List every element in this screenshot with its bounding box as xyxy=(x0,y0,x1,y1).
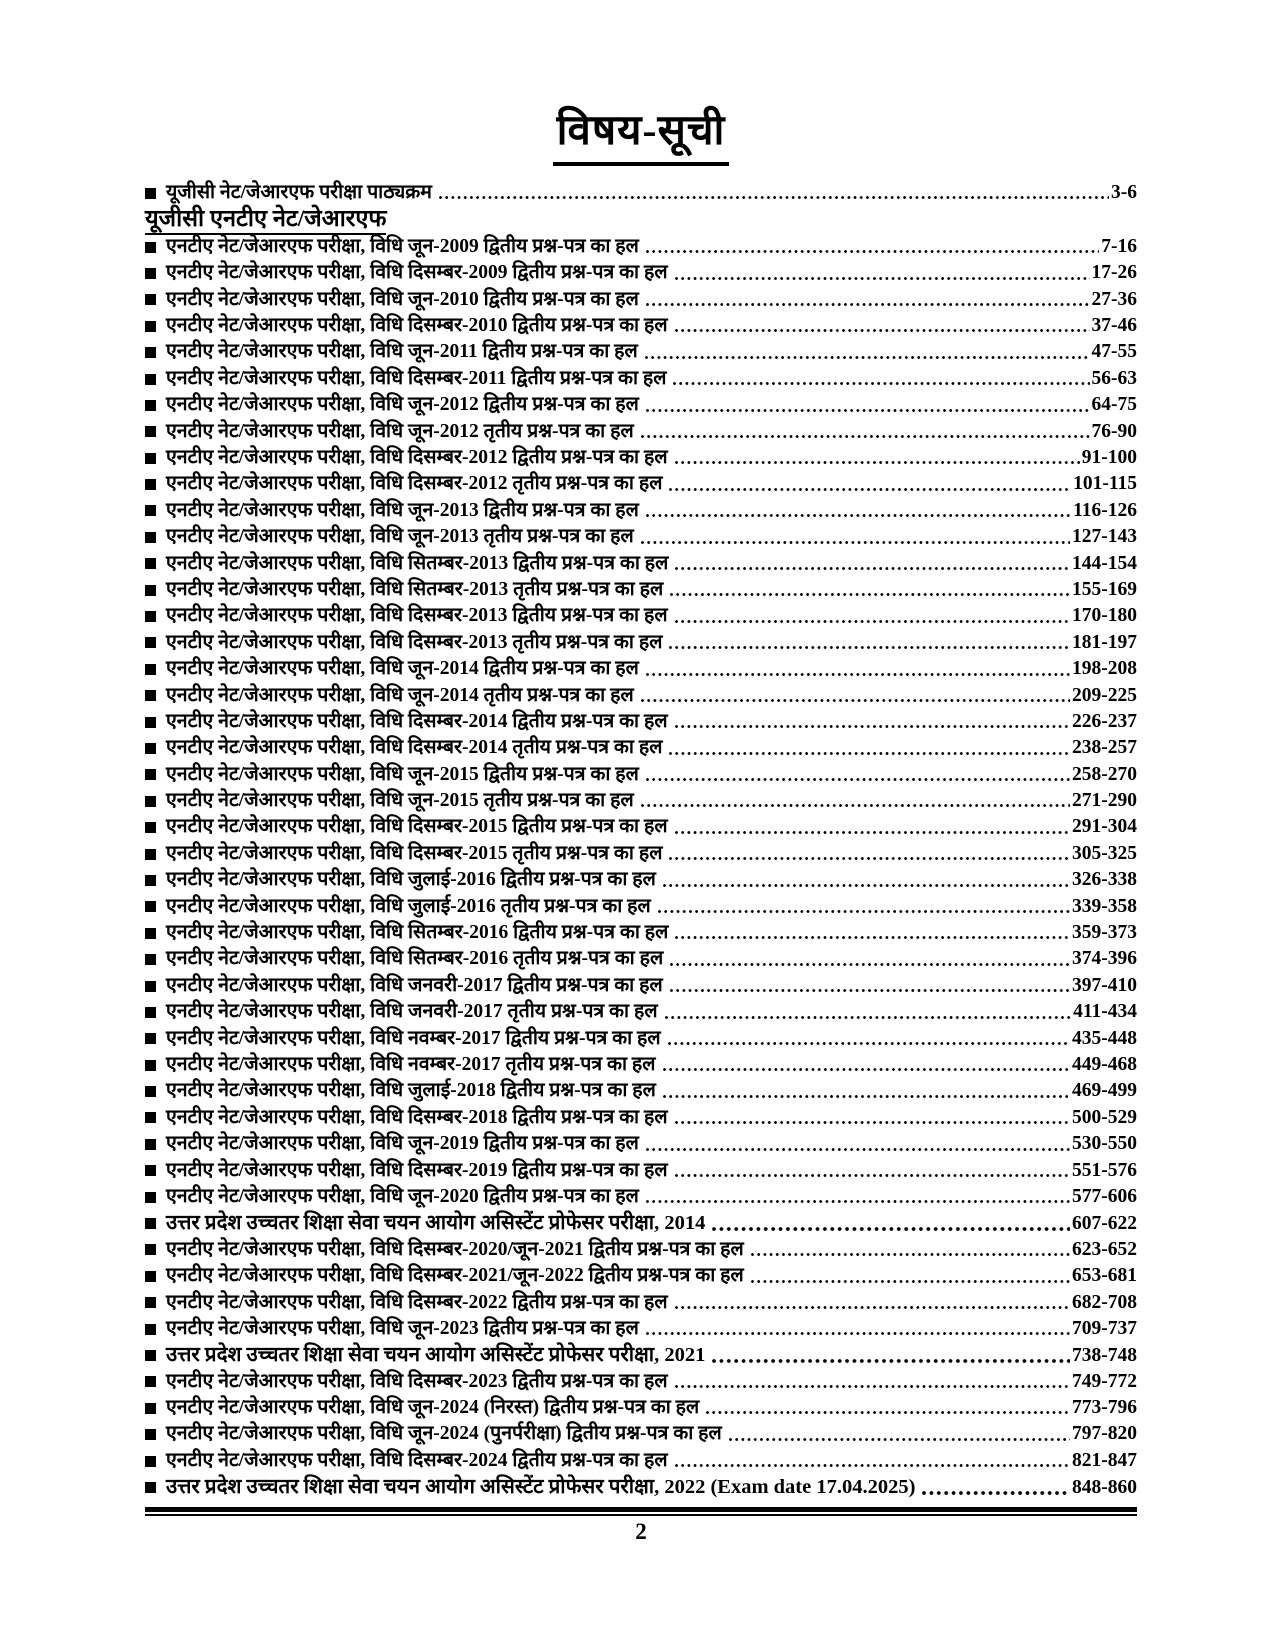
toc-entry-row xyxy=(145,1316,1137,1342)
toc-entry-label: एनटीए नेट/जेआरएफ परीक्षा, विधि जून-2023 द्वितीय प्रश्न-पत्र का हल xyxy=(166,1317,639,1339)
toc-entry-row xyxy=(145,339,1137,365)
toc-entry-row xyxy=(145,392,1137,418)
page-title-wrap xyxy=(145,100,1137,166)
toc-entry-pages: 271-290 xyxy=(1072,790,1137,812)
toc-entry-pages: 797-820 xyxy=(1072,1423,1137,1445)
toc-entry-label: एनटीए नेट/जेआरएफ परीक्षा, विधि जून-2012 तृतीय प्रश्न-पत्र का हल xyxy=(166,420,634,442)
toc-entry-label: एनटीए नेट/जेआरएफ परीक्षा, विधि सितम्बर-2016 तृतीय प्रश्न-पत्र का हल xyxy=(166,948,664,970)
dotted-leader xyxy=(639,392,1092,418)
dotted-leader xyxy=(668,1369,1072,1395)
footer-rule-thick xyxy=(145,1507,1137,1512)
square-bullet-icon xyxy=(145,954,156,965)
toc-entry-row xyxy=(145,313,1137,339)
dotted-leader xyxy=(662,630,1072,656)
toc-entry-row xyxy=(145,577,1137,603)
toc-entry-pages: 7-16 xyxy=(1101,235,1137,257)
dotted-leader xyxy=(656,867,1072,893)
toc-entry-pages: 577-606 xyxy=(1072,1185,1137,1207)
toc-entry-pages: 116-126 xyxy=(1073,499,1137,521)
toc-entry-label: एनटीए नेट/जेआरएफ परीक्षा, विधि जुलाई-2016 द्वितीय प्रश्न-पत्र का हल xyxy=(166,869,656,891)
toc-entry-label: एनटीए नेट/जेआरएफ परीक्षा, विधि दिसम्बर-2013 द्वितीय प्रश्न-पत्र का हल xyxy=(166,605,668,627)
dotted-leader xyxy=(668,709,1072,735)
square-bullet-icon xyxy=(145,1218,156,1229)
toc-entry-label: एनटीए नेट/जेआरएफ परीक्षा, विधि दिसम्बर-2021/जून-2022 द्वितीय प्रश्न-पत्र का हल xyxy=(166,1265,744,1287)
dotted-leader xyxy=(666,366,1091,392)
toc-entry-pages: 91-100 xyxy=(1081,447,1137,469)
square-bullet-icon xyxy=(145,532,156,543)
toc-entry-pages: 64-75 xyxy=(1091,394,1137,416)
toc-entry-row xyxy=(145,656,1137,682)
dotted-leader xyxy=(663,577,1072,603)
square-bullet-icon xyxy=(145,188,156,199)
toc-entry-pages: 709-737 xyxy=(1072,1317,1137,1339)
square-bullet-icon xyxy=(145,479,156,490)
toc-entry-row xyxy=(145,1105,1137,1131)
dotted-leader xyxy=(668,1448,1072,1474)
toc-entry-pages: 339-358 xyxy=(1072,895,1137,917)
toc-entry-row xyxy=(145,234,1137,260)
dotted-leader xyxy=(668,313,1092,339)
toc-entry-label: एनटीए नेट/जेआरएफ परीक्षा, विधि जून-2011 द्वितीय प्रश्न-पत्र का हल xyxy=(166,341,638,363)
dotted-leader xyxy=(639,1316,1072,1342)
square-bullet-icon xyxy=(145,1324,156,1335)
dotted-leader xyxy=(668,1158,1072,1184)
section-heading xyxy=(145,206,1137,234)
toc-entry-label: एनटीए नेट/जेआरएफ परीक्षा, विधि जून-2009 द्वितीय प्रश्न-पत्र का हल xyxy=(166,235,639,257)
toc-entry-pages: 209-225 xyxy=(1072,684,1137,706)
toc-entry-pages: 530-550 xyxy=(1072,1133,1137,1155)
toc-entry-row xyxy=(145,471,1137,497)
toc-entry-label: एनटीए नेट/जेआरएफ परीक्षा, विधि जनवरी-2017 द्वितीय प्रश्न-पत्र का हल xyxy=(166,974,663,996)
toc-entry-label: एनटीए नेट/जेआरएफ परीक्षा, विधि दिसम्बर-2011 द्वितीय प्रश्न-पत्र का हल xyxy=(166,367,667,389)
toc-entry-row xyxy=(145,630,1137,656)
toc-entry-row xyxy=(145,1474,1137,1500)
toc-entry-row xyxy=(145,419,1137,445)
square-bullet-icon xyxy=(145,769,156,780)
toc-entry-row xyxy=(145,1237,1137,1263)
square-bullet-icon xyxy=(145,1139,156,1150)
toc-entry-row xyxy=(145,551,1137,577)
toc-entry-label: एनटीए नेट/जेआरएफ परीक्षा, विधि दिसम्बर-2010 द्वितीय प्रश्न-पत्र का हल xyxy=(166,315,668,337)
toc-entry-pages: 500-529 xyxy=(1072,1106,1137,1128)
dotted-leader xyxy=(634,683,1072,709)
toc-entry-row xyxy=(145,1078,1137,1104)
toc-entry-label: एनटीए नेट/जेआरएफ परीक्षा, विधि जून-2014 द्वितीय प्रश्न-पत्र का हल xyxy=(166,658,639,680)
toc-entry-pages: 773-796 xyxy=(1072,1397,1137,1419)
dotted-leader xyxy=(639,656,1072,682)
toc-entry-pages: 17-26 xyxy=(1091,262,1137,284)
dotted-leader xyxy=(663,946,1072,972)
square-bullet-icon xyxy=(145,585,156,596)
toc-entry-pages: 47-55 xyxy=(1091,341,1137,363)
dotted-leader xyxy=(432,180,1111,206)
dotted-leader xyxy=(668,1105,1072,1131)
toc-entry-label: एनटीए नेट/जेआरएफ परीक्षा, विधि जुलाई-2018 द्वितीय प्रश्न-पत्र का हल xyxy=(166,1080,656,1102)
dotted-leader xyxy=(705,1342,1072,1368)
toc-entry-label: एनटीए नेट/जेआरएफ परीक्षा, विधि दिसम्बर-2019 द्वितीय प्रश्न-पत्र का हल xyxy=(166,1159,668,1181)
square-bullet-icon xyxy=(145,426,156,437)
square-bullet-icon xyxy=(145,1033,156,1044)
toc-entry-pages: 623-652 xyxy=(1072,1238,1137,1260)
toc-entry-label: एनटीए नेट/जेआरएफ परीक्षा, विधि जून-2010 द्वितीय प्रश्न-पत्र का हल xyxy=(166,288,639,310)
square-bullet-icon xyxy=(145,374,156,385)
square-bullet-icon xyxy=(145,1112,156,1123)
dotted-leader xyxy=(668,260,1092,286)
toc-entry-label: एनटीए नेट/जेआरएफ परीक्षा, विधि दिसम्बर-2018 द्वितीय प्रश्न-पत्र का हल xyxy=(166,1106,668,1128)
toc-entry-label: एनटीए नेट/जेआरएफ परीक्षा, विधि जून-2013 द्वितीय प्रश्न-पत्र का हल xyxy=(166,499,639,521)
square-bullet-icon xyxy=(145,849,156,860)
toc-entry-row xyxy=(145,1369,1137,1395)
toc-entry-row xyxy=(145,1131,1137,1157)
dotted-leader xyxy=(662,841,1072,867)
toc-entry-label: एनटीए नेट/जेआरएफ परीक्षा, विधि जून-2012 द्वितीय प्रश्न-पत्र का हल xyxy=(166,394,639,416)
square-bullet-icon xyxy=(145,1403,156,1414)
toc-entry-label: एनटीए नेट/जेआरएफ परीक्षा, विधि जुलाई-2016 तृतीय प्रश्न-पत्र का हल xyxy=(166,895,651,917)
square-bullet-icon xyxy=(145,268,156,279)
toc-entry-label: एनटीए नेट/जेआरएफ परीक्षा, विधि जून-2014 तृतीय प्रश्न-पत्र का हल xyxy=(166,684,634,706)
dotted-leader xyxy=(656,1052,1073,1078)
square-bullet-icon xyxy=(145,664,156,675)
toc-entry-label: एनटीए नेट/जेआरएफ परीक्षा, विधि दिसम्बर-2020/जून-2021 द्वितीय प्रश्न-पत्र का हल xyxy=(166,1238,744,1260)
toc-entry-label: एनटीए नेट/जेआरएफ परीक्षा, विधि दिसम्बर-2024 द्वितीय प्रश्न-पत्र का हल xyxy=(166,1449,668,1471)
dotted-leader xyxy=(656,1078,1072,1104)
toc-entry-pages: 101-115 xyxy=(1073,473,1137,495)
dotted-leader xyxy=(639,287,1092,313)
toc-entry-row xyxy=(145,1052,1137,1078)
toc-entry-row xyxy=(145,946,1137,972)
toc-entry-row xyxy=(145,366,1137,392)
square-bullet-icon xyxy=(145,822,156,833)
dotted-leader xyxy=(639,498,1073,524)
toc-entry-label: एनटीए नेट/जेआरएफ परीक्षा, विधि सितम्बर-2016 द्वितीय प्रश्न-पत्र का हल xyxy=(166,922,669,944)
toc-entry-pages: 449-468 xyxy=(1072,1054,1137,1075)
toc-entry-row xyxy=(145,1395,1137,1421)
dotted-leader xyxy=(662,471,1073,497)
toc-entry-pages: 127-143 xyxy=(1072,526,1137,548)
toc-entry-row xyxy=(145,1026,1137,1052)
square-bullet-icon xyxy=(145,717,156,728)
square-bullet-icon xyxy=(145,1165,156,1176)
dotted-leader xyxy=(634,524,1072,550)
toc-entry-pages: 170-180 xyxy=(1072,605,1137,627)
square-bullet-icon xyxy=(145,928,156,939)
dotted-leader xyxy=(634,419,1092,445)
toc-entry-row xyxy=(145,735,1137,761)
dotted-leader xyxy=(668,445,1082,471)
toc-entry-row xyxy=(145,524,1137,550)
toc-entry-row xyxy=(145,445,1137,471)
dotted-leader xyxy=(668,920,1072,946)
toc-entry-pages: 749-772 xyxy=(1072,1370,1137,1392)
toc-entry-label: एनटीए नेट/जेआरएफ परीक्षा, विधि नवम्बर-2017 द्वितीय प्रश्न-पत्र का हल xyxy=(166,1027,661,1049)
square-bullet-icon xyxy=(145,505,156,516)
square-bullet-icon xyxy=(145,1429,156,1440)
toc-entry-pages: 682-708 xyxy=(1072,1291,1137,1313)
toc-entry-label: यूजीसी नेट/जेआरएफ परीक्षा पाठ्यक्रम xyxy=(166,182,432,203)
toc-entry-row xyxy=(145,1342,1137,1368)
toc-entry-pages: 76-90 xyxy=(1091,420,1137,442)
dotted-leader xyxy=(663,973,1072,999)
toc-entry-row xyxy=(145,287,1137,313)
toc-entry-pages: 305-325 xyxy=(1072,842,1137,864)
toc-entry-pages: 27-36 xyxy=(1091,288,1137,310)
toc-entry-label: एनटीए नेट/जेआरएफ परीक्षा, विधि दिसम्बर-2015 तृतीय प्रश्न-पत्र का हल xyxy=(166,842,663,864)
toc-entry-pages: 238-257 xyxy=(1072,737,1137,759)
toc-entry-pages: 326-338 xyxy=(1072,869,1137,891)
square-bullet-icon xyxy=(145,1060,156,1071)
square-bullet-icon xyxy=(145,875,156,886)
dotted-leader xyxy=(705,1210,1072,1236)
toc-entry-pages: 3-6 xyxy=(1111,182,1137,203)
toc-entry-label: एनटीए नेट/जेआरएफ परीक्षा, विधि जून-2024 (पुनर्परीक्षा) द्वितीय प्रश्न-पत्र का हल xyxy=(166,1423,722,1445)
toc-entry-label: एनटीए नेट/जेआरएफ परीक्षा, विधि जून-2015 तृतीय प्रश्न-पत्र का हल xyxy=(166,790,634,812)
toc-entry-pages: 821-847 xyxy=(1072,1449,1137,1471)
square-bullet-icon xyxy=(145,242,156,253)
section-heading-text: यूजीसी एनटीए नेट/जेआरएफ xyxy=(145,206,386,235)
toc-entry-label: एनटीए नेट/जेआरएफ परीक्षा, विधि जनवरी-2017 तृतीय प्रश्न-पत्र का हल xyxy=(166,1001,658,1023)
toc-entry-row xyxy=(145,867,1137,893)
toc-entry-pages: 258-270 xyxy=(1072,763,1137,785)
dotted-leader xyxy=(915,1474,1072,1500)
toc-entry-pages: 291-304 xyxy=(1072,816,1137,838)
dotted-leader xyxy=(661,1026,1072,1052)
dotted-leader xyxy=(658,999,1074,1025)
toc-page xyxy=(145,0,1137,1545)
toc-entry-label: एनटीए नेट/जेआरएफ परीक्षा, विधि जून-2020 द्वितीय प्रश्न-पत्र का हल xyxy=(166,1185,639,1207)
square-bullet-icon xyxy=(145,294,156,305)
toc-entry-pages: 155-169 xyxy=(1072,578,1137,600)
footer-double-rule xyxy=(145,1507,1137,1516)
toc-entry-pages: 144-154 xyxy=(1072,552,1137,574)
toc-entry-row xyxy=(145,814,1137,840)
toc-entry-label: एनटीए नेट/जेआरएफ परीक्षा, विधि सितम्बर-2013 तृतीय प्रश्न-पत्र का हल xyxy=(166,578,664,600)
toc-entry-pages: 226-237 xyxy=(1072,710,1137,732)
toc-entry-pages: 848-860 xyxy=(1072,1477,1137,1499)
toc-entry-row xyxy=(145,788,1137,814)
toc-entry-row xyxy=(145,894,1137,920)
square-bullet-icon xyxy=(145,558,156,569)
dotted-leader xyxy=(668,551,1072,577)
toc-entry-label: एनटीए नेट/जेआरएफ परीक्षा, विधि दिसम्बर-2013 तृतीय प्रश्न-पत्र का हल xyxy=(166,631,663,653)
toc-entry-row xyxy=(145,603,1137,629)
dotted-leader xyxy=(634,788,1072,814)
toc-entry-pages: 56-63 xyxy=(1091,367,1137,389)
toc-entry-row xyxy=(145,973,1137,999)
square-bullet-icon xyxy=(145,1244,156,1255)
toc-entry-label: एनटीए नेट/जेआरएफ परीक्षा, विधि जून-2015 द्वितीय प्रश्न-पत्र का हल xyxy=(166,763,639,785)
toc-entry-row xyxy=(145,762,1137,788)
toc-entry-label: एनटीए नेट/जेआरएफ परीक्षा, विधि दिसम्बर-2014 द्वितीय प्रश्न-पत्र का हल xyxy=(166,710,668,732)
square-bullet-icon xyxy=(145,690,156,701)
toc-entry-label: उत्तर प्रदेश उच्चतर शिक्षा सेवा चयन आयोग असिस्टेंट प्रोफेसर परीक्षा, 2014 xyxy=(166,1212,706,1235)
square-bullet-icon xyxy=(145,1456,156,1467)
toc-entry-label: एनटीए नेट/जेआरएफ परीक्षा, विधि नवम्बर-2017 तृतीय प्रश्न-पत्र का हल xyxy=(166,1054,656,1075)
dotted-leader xyxy=(668,1290,1072,1316)
toc-entry-row xyxy=(145,841,1137,867)
square-bullet-icon xyxy=(145,1482,156,1493)
dotted-leader xyxy=(638,339,1092,365)
square-bullet-icon xyxy=(145,743,156,754)
toc-entry-label: एनटीए नेट/जेआरएफ परीक्षा, विधि सितम्बर-2013 द्वितीय प्रश्न-पत्र का हल xyxy=(166,552,669,574)
dotted-leader xyxy=(722,1421,1072,1447)
toc-entry-label: उत्तर प्रदेश उच्चतर शिक्षा सेवा चयन आयोग असिस्टेंट प्रोफेसर परीक्षा, 2022 (Exam date 17.04.2025) xyxy=(166,1476,916,1499)
toc-entry-row xyxy=(145,1210,1137,1236)
square-bullet-icon xyxy=(145,1376,156,1387)
square-bullet-icon xyxy=(145,1271,156,1282)
square-bullet-icon xyxy=(145,1086,156,1097)
square-bullet-icon xyxy=(145,347,156,358)
square-bullet-icon xyxy=(145,637,156,648)
footer-rule-thin xyxy=(145,1514,1137,1516)
toc-entry-label: एनटीए नेट/जेआरएफ परीक्षा, विधि दिसम्बर-2009 द्वितीय प्रश्न-पत्र का हल xyxy=(166,262,668,284)
toc-entry-row xyxy=(145,1448,1137,1474)
dotted-leader xyxy=(744,1237,1072,1263)
square-bullet-icon xyxy=(145,901,156,912)
toc-entry-row xyxy=(145,999,1137,1025)
dotted-leader xyxy=(662,735,1072,761)
toc-entry-pages: 374-396 xyxy=(1072,948,1137,970)
toc-entry-pages: 469-499 xyxy=(1072,1080,1137,1102)
toc-entry-pages: 551-576 xyxy=(1072,1159,1137,1181)
toc-entry-row xyxy=(145,498,1137,524)
toc-entry-label: एनटीए नेट/जेआरएफ परीक्षा, विधि दिसम्बर-2012 द्वितीय प्रश्न-पत्र का हल xyxy=(166,447,668,469)
toc-entry-label: एनटीए नेट/जेआरएफ परीक्षा, विधि दिसम्बर-2012 तृतीय प्रश्न-पत्र का हल xyxy=(166,473,663,495)
toc-entry-pages: 181-197 xyxy=(1072,631,1137,653)
toc-entry-label: एनटीए नेट/जेआरएफ परीक्षा, विधि दिसम्बर-2014 तृतीय प्रश्न-पत्र का हल xyxy=(166,737,663,759)
square-bullet-icon xyxy=(145,981,156,992)
toc-entry-row xyxy=(145,709,1137,735)
toc-entry-row xyxy=(145,1421,1137,1447)
toc-entry-row xyxy=(145,1263,1137,1289)
toc-entry-row xyxy=(145,920,1137,946)
toc-entry-label: एनटीए नेट/जेआरएफ परीक्षा, विधि जून-2013 तृतीय प्रश्न-पत्र का हल xyxy=(166,526,634,548)
square-bullet-icon xyxy=(145,1297,156,1308)
toc-entry-pages: 738-748 xyxy=(1072,1345,1137,1367)
square-bullet-icon xyxy=(145,611,156,622)
toc-entry-row xyxy=(145,683,1137,709)
square-bullet-icon xyxy=(145,1007,156,1018)
square-bullet-icon xyxy=(145,796,156,807)
toc-entry-pages: 607-622 xyxy=(1072,1213,1137,1235)
toc-entry-label: एनटीए नेट/जेआरएफ परीक्षा, विधि जून-2019 द्वितीय प्रश्न-पत्र का हल xyxy=(166,1133,639,1155)
dotted-leader xyxy=(639,762,1072,788)
toc-entry-pages: 411-434 xyxy=(1073,1001,1137,1023)
toc-entry-row xyxy=(145,1184,1137,1210)
square-bullet-icon xyxy=(145,321,156,332)
square-bullet-icon xyxy=(145,453,156,464)
page-title: विषय-सूची xyxy=(553,100,730,166)
toc-entry-label: एनटीए नेट/जेआरएफ परीक्षा, विधि जून-2024 (निरस्त) द्वितीय प्रश्न-पत्र का हल xyxy=(166,1397,700,1419)
toc-entry-row xyxy=(145,1290,1137,1316)
toc-entry-pages: 397-410 xyxy=(1072,974,1137,996)
square-bullet-icon xyxy=(145,1192,156,1203)
toc-entry-label: एनटीए नेट/जेआरएफ परीक्षा, विधि दिसम्बर-2022 द्वितीय प्रश्न-पत्र का हल xyxy=(166,1291,668,1313)
toc-entry-pages: 653-681 xyxy=(1072,1265,1137,1287)
dotted-leader xyxy=(699,1395,1072,1421)
square-bullet-icon xyxy=(145,1350,156,1361)
dotted-leader xyxy=(744,1263,1072,1289)
dotted-leader xyxy=(651,894,1072,920)
toc-entry-pages: 37-46 xyxy=(1091,315,1137,337)
toc-entry-pages: 198-208 xyxy=(1072,658,1137,680)
toc-entry-label: एनटीए नेट/जेआरएफ परीक्षा, विधि दिसम्बर-2023 द्वितीय प्रश्न-पत्र का हल xyxy=(166,1370,668,1392)
toc-entry-pages: 359-373 xyxy=(1072,922,1137,944)
dotted-leader xyxy=(639,234,1101,260)
toc-entry-row xyxy=(145,1158,1137,1184)
toc-entry-row xyxy=(145,260,1137,286)
toc-entry-row xyxy=(145,180,1137,206)
toc-entry-label: उत्तर प्रदेश उच्चतर शिक्षा सेवा चयन आयोग असिस्टेंट प्रोफेसर परीक्षा, 2021 xyxy=(166,1344,706,1367)
dotted-leader xyxy=(639,1131,1072,1157)
dotted-leader xyxy=(639,1184,1072,1210)
dotted-leader xyxy=(668,603,1072,629)
dotted-leader xyxy=(668,814,1072,840)
page-number: 2 xyxy=(635,1518,647,1544)
toc-entry-pages: 435-448 xyxy=(1072,1027,1137,1049)
toc-entry-label: एनटीए नेट/जेआरएफ परीक्षा, विधि दिसम्बर-2015 द्वितीय प्रश्न-पत्र का हल xyxy=(166,816,668,838)
square-bullet-icon xyxy=(145,400,156,411)
